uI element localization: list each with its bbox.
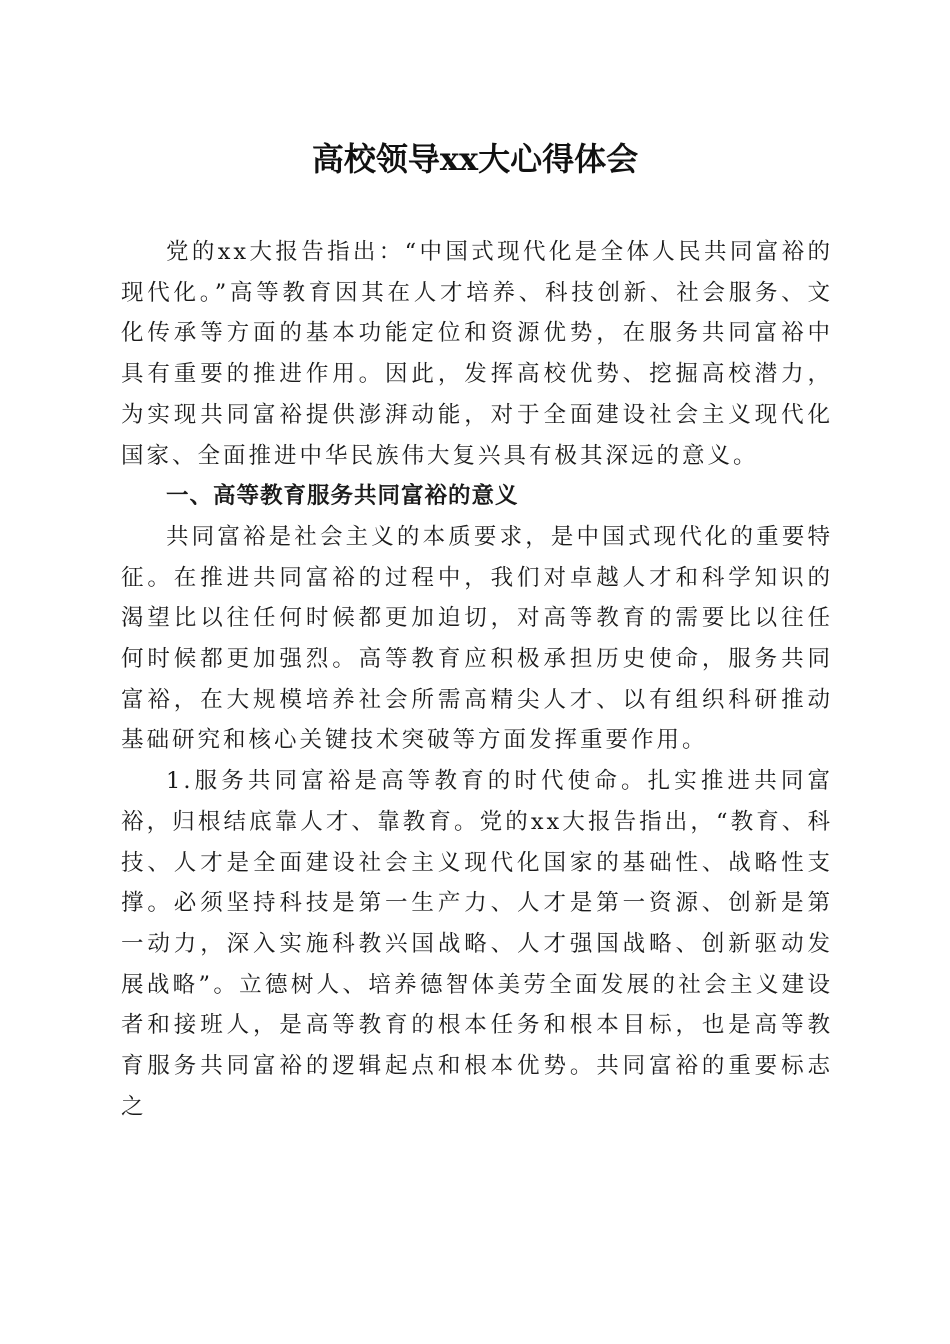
paragraph-point-1: 1.服务共同富裕是高等教育的时代使命。扎实推进共同富裕，归根结底靠人才、靠教育。党的xx大报告指出，“教育、科技、人才是全面建设社会主义现代化国家的基础性、战略性支撑。必须坚持科技是第一生产力、人才是第一资源、创新是第一动力，深入实施科教兴国战略、人才强国战略、创新驱动发展战略”。立德树人、培养德智体美劳全面发展的社会主义建设者和接班人，是高等教育的根本任务和根本目标，也是高等教育服务共同富裕的逻辑起点和根本优势。共同富裕的重要标志之	[121, 768, 833, 1120]
document-body	[121, 232, 833, 1127]
paragraph-intro: 党的xx大报告指出：“中国式现代化是全体人民共同富裕的现代化。”高等教育因其在人才培养、科技创新、社会服务、文化传承等方面的基本功能定位和资源优势，在服务共同富裕中具有重要的推进作用。因此，发挥高校优势、挖掘高校潜力，为实现共同富裕提供澎湃动能，对于全面建设社会主义现代化国家、全面推进中华民族伟大复兴具有极其深远的意义。	[121, 239, 833, 469]
section-heading-1: 一、高等教育服务共同富裕的意义	[166, 483, 519, 510]
paragraph-significance: 共同富裕是社会主义的本质要求，是中国式现代化的重要特征。在推进共同富裕的过程中，我们对卓越人才和科学知识的渴望比以往任何时候都更加迫切，对高等教育的需要比以往任何时候都更加强烈。高等教育应积极承担历史使命，服务共同富裕，在大规模培养社会所需高精尖人才、以有组织科研推动基础研究和核心关键技术突破等方面发挥重要作用。	[121, 523, 833, 754]
document-title: 高校领导xx大心得体会	[311, 140, 639, 178]
